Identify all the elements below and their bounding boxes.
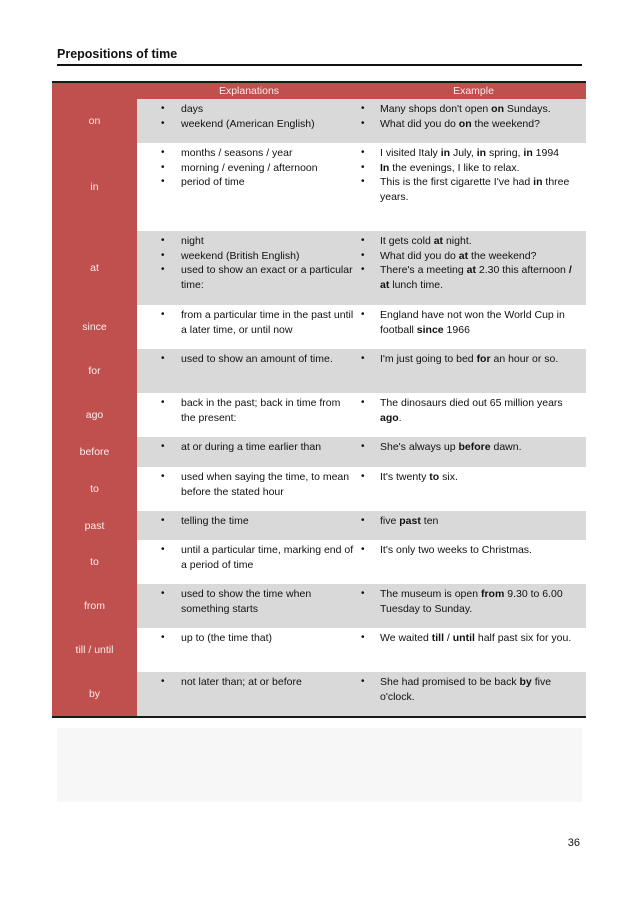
example-item (361, 117, 586, 132)
example-item (361, 352, 586, 367)
examples-cell (361, 672, 586, 716)
example-text: The dinosaurs died out 65 million years (380, 397, 563, 409)
examples-list (361, 440, 586, 455)
explanation-item: • days (137, 102, 361, 117)
table-header-row (52, 83, 586, 99)
example-keyword: before (458, 441, 491, 453)
explanation-item: • night (137, 234, 361, 249)
example-text: 1994 (532, 147, 560, 159)
example-text: five (380, 515, 400, 527)
preposition-cell: since (52, 305, 137, 349)
explanations-cell (137, 540, 361, 584)
examples-list (361, 146, 586, 204)
example-text: the weekend? (471, 117, 540, 130)
explanations-list (137, 308, 361, 337)
explanations-list (137, 396, 361, 425)
example-text: I visited Italy (380, 147, 441, 159)
explanation-item: • weekend (British English) (137, 249, 361, 264)
example-text: 9.30 to 6.00 Tuesday to Sunday. (380, 588, 563, 615)
example-text: She had promised to be back (380, 676, 520, 688)
explanations-list (137, 675, 361, 690)
table-body (52, 99, 586, 716)
explanation-item: • weekend (American English) (137, 117, 361, 132)
example-keyword: until (452, 632, 475, 644)
table-row (52, 511, 586, 540)
example-keyword: on (491, 103, 504, 115)
example-item (361, 587, 586, 616)
explanations-cell (137, 672, 361, 716)
explanation-item: • from a particular time in the past until a later time, or until now (137, 308, 361, 337)
examples-cell (361, 467, 586, 511)
example-text: It's twenty (380, 471, 430, 483)
example-item (361, 263, 586, 292)
example-item (361, 249, 586, 264)
example-keyword: to (429, 471, 440, 483)
explanations-cell (137, 511, 361, 540)
examples-list (361, 396, 586, 425)
example-text: I'm just going to bed (380, 353, 477, 365)
preposition-cell: to (52, 540, 137, 584)
examples-cell (361, 511, 586, 540)
table-row (52, 437, 586, 467)
explanations-cell (137, 231, 361, 305)
example-text: five o'clock. (380, 676, 552, 703)
example-text: July, (450, 147, 477, 159)
example-item (361, 631, 586, 646)
example-keyword: ago (380, 411, 399, 424)
table-row (52, 467, 586, 511)
examples-cell (361, 540, 586, 584)
header-explanations: Explanations (218, 85, 280, 97)
table-row (52, 584, 586, 628)
example-item (361, 396, 586, 425)
example-keyword: at (433, 235, 444, 247)
table-row (52, 393, 586, 437)
example-keyword: by (519, 676, 532, 688)
prepositions-table (52, 81, 586, 718)
examples-list (361, 234, 586, 292)
examples-cell (361, 628, 586, 672)
explanations-cell (137, 437, 361, 467)
example-keyword: at (458, 249, 469, 262)
explanations-list (137, 352, 361, 367)
examples-list (361, 102, 586, 131)
header-example: Example (453, 85, 494, 97)
examples-cell (361, 584, 586, 628)
explanations-list (137, 102, 361, 131)
example-keyword: on (458, 117, 472, 130)
example-text: half past six for you. (474, 632, 572, 644)
example-item (361, 514, 586, 529)
example-text: We waited (380, 632, 432, 644)
page-number: 36 (567, 837, 580, 849)
example-text: dawn. (490, 441, 522, 453)
explanations-cell (137, 393, 361, 437)
example-keyword: in (523, 147, 533, 159)
example-text: The museum is open (380, 588, 481, 600)
example-text: an hour or so. (490, 353, 559, 365)
explanation-item: • used to show an exact or a particular time: (137, 263, 361, 292)
example-text: ten (420, 515, 439, 527)
example-item (361, 234, 586, 249)
explanation-item: • used to show the time when something starts (137, 587, 361, 616)
examples-cell (361, 143, 586, 231)
table-row (52, 672, 586, 716)
examples-list (361, 675, 586, 704)
example-text: spring, (486, 147, 524, 159)
example-text: It's only two weeks to Christmas. (380, 544, 532, 556)
examples-cell (361, 437, 586, 467)
explanations-list (137, 543, 361, 572)
header-preposition (52, 83, 137, 99)
example-text: Sundays. (504, 103, 551, 115)
explanation-item: • telling the time (137, 514, 361, 529)
examples-cell (361, 231, 586, 305)
preposition-cell: from (52, 584, 137, 628)
explanations-list (137, 470, 361, 499)
table-row (52, 628, 586, 672)
example-keyword: In (380, 161, 390, 174)
explanation-item: • months / seasons / year (137, 146, 361, 161)
table-row (52, 99, 586, 143)
preposition-cell: for (52, 349, 137, 393)
explanations-cell (137, 143, 361, 231)
examples-list (361, 470, 586, 485)
preposition-cell: till / until (52, 628, 137, 672)
examples-list (361, 514, 586, 529)
examples-cell (361, 99, 586, 143)
example-text: This is the first cigarette I've had (380, 176, 534, 189)
blank-area (57, 728, 582, 802)
table-row (52, 231, 586, 305)
examples-list (361, 352, 586, 367)
explanation-item: • back in the past; back in time from the present: (137, 396, 361, 425)
preposition-cell: at (52, 231, 137, 305)
example-text: the weekend? (468, 249, 537, 262)
examples-list (361, 631, 586, 646)
example-item (361, 102, 586, 117)
preposition-cell: on (52, 99, 137, 143)
preposition-cell: ago (52, 393, 137, 437)
explanations-cell (137, 628, 361, 672)
examples-cell (361, 393, 586, 437)
preposition-cell: in (52, 143, 137, 231)
example-item (361, 161, 586, 176)
explanation-item: • used to show an amount of time. (137, 352, 361, 367)
explanations-cell (137, 99, 361, 143)
table-row (52, 349, 586, 393)
table-row (52, 540, 586, 584)
example-text: . (398, 411, 402, 424)
explanations-cell (137, 349, 361, 393)
example-keyword: at (466, 264, 476, 277)
examples-list (361, 587, 586, 616)
explanations-list (137, 514, 361, 529)
explanations-list (137, 587, 361, 616)
explanations-list (137, 440, 361, 455)
example-text: There's a meeting (380, 264, 467, 277)
page-title: Prepositions of time (57, 47, 178, 61)
examples-list (361, 308, 586, 337)
example-keyword: / at (380, 264, 572, 291)
example-keyword: in (440, 147, 451, 159)
example-item (361, 308, 586, 337)
explanations-cell (137, 584, 361, 628)
example-item (361, 175, 586, 204)
example-text: It gets cold (380, 235, 434, 247)
table-row (52, 305, 586, 349)
explanation-item: • up to (the time that) (137, 631, 361, 646)
table-row (52, 143, 586, 231)
example-keyword: from (480, 588, 505, 600)
example-text: She's always up (380, 441, 459, 453)
explanation-item: • used when saying the time, to mean before the stated hour (137, 470, 361, 499)
example-item (361, 543, 586, 558)
preposition-cell: past (52, 511, 137, 540)
explanations-list (137, 631, 361, 646)
examples-cell (361, 349, 586, 393)
example-text: lunch time. (389, 278, 444, 291)
title-underline (57, 64, 582, 66)
explanation-item: • at or during a time earlier than (137, 440, 361, 455)
explanation-item: • not later than; at or before (137, 675, 361, 690)
example-text: What did you do (380, 117, 459, 130)
preposition-cell: by (52, 672, 137, 716)
example-text: What did you do (380, 249, 459, 262)
preposition-cell: before (52, 437, 137, 467)
example-keyword: for (476, 353, 491, 365)
example-text: Many shops don't open (380, 103, 492, 115)
explanation-item: • morning / evening / afternoon (137, 161, 361, 176)
example-keyword: past (399, 515, 421, 527)
example-text: three years. (380, 176, 570, 203)
example-keyword: till (431, 632, 444, 644)
explanations-cell (137, 467, 361, 511)
example-keyword: since (416, 323, 444, 336)
example-item (361, 470, 586, 485)
explanations-list (137, 234, 361, 292)
example-keyword: in (533, 176, 543, 189)
example-text: six. (439, 471, 458, 483)
example-keyword: in (476, 147, 487, 159)
example-text: / (444, 632, 453, 644)
example-item (361, 675, 586, 704)
explanations-list (137, 146, 361, 190)
example-item (361, 146, 586, 161)
example-text: 2.30 this afternoon (475, 264, 569, 277)
example-text: England have not won the World Cup in football (380, 309, 565, 336)
explanation-item: • until a particular time, marking end of a period of time (137, 543, 361, 572)
example-text: 1966 (443, 323, 470, 336)
explanations-cell (137, 305, 361, 349)
examples-cell (361, 305, 586, 349)
example-item (361, 440, 586, 455)
example-text: night. (443, 235, 472, 247)
explanation-item: • period of time (137, 175, 361, 190)
example-text: the evenings, I like to relax. (389, 161, 520, 174)
examples-list (361, 543, 586, 558)
preposition-cell: to (52, 467, 137, 511)
